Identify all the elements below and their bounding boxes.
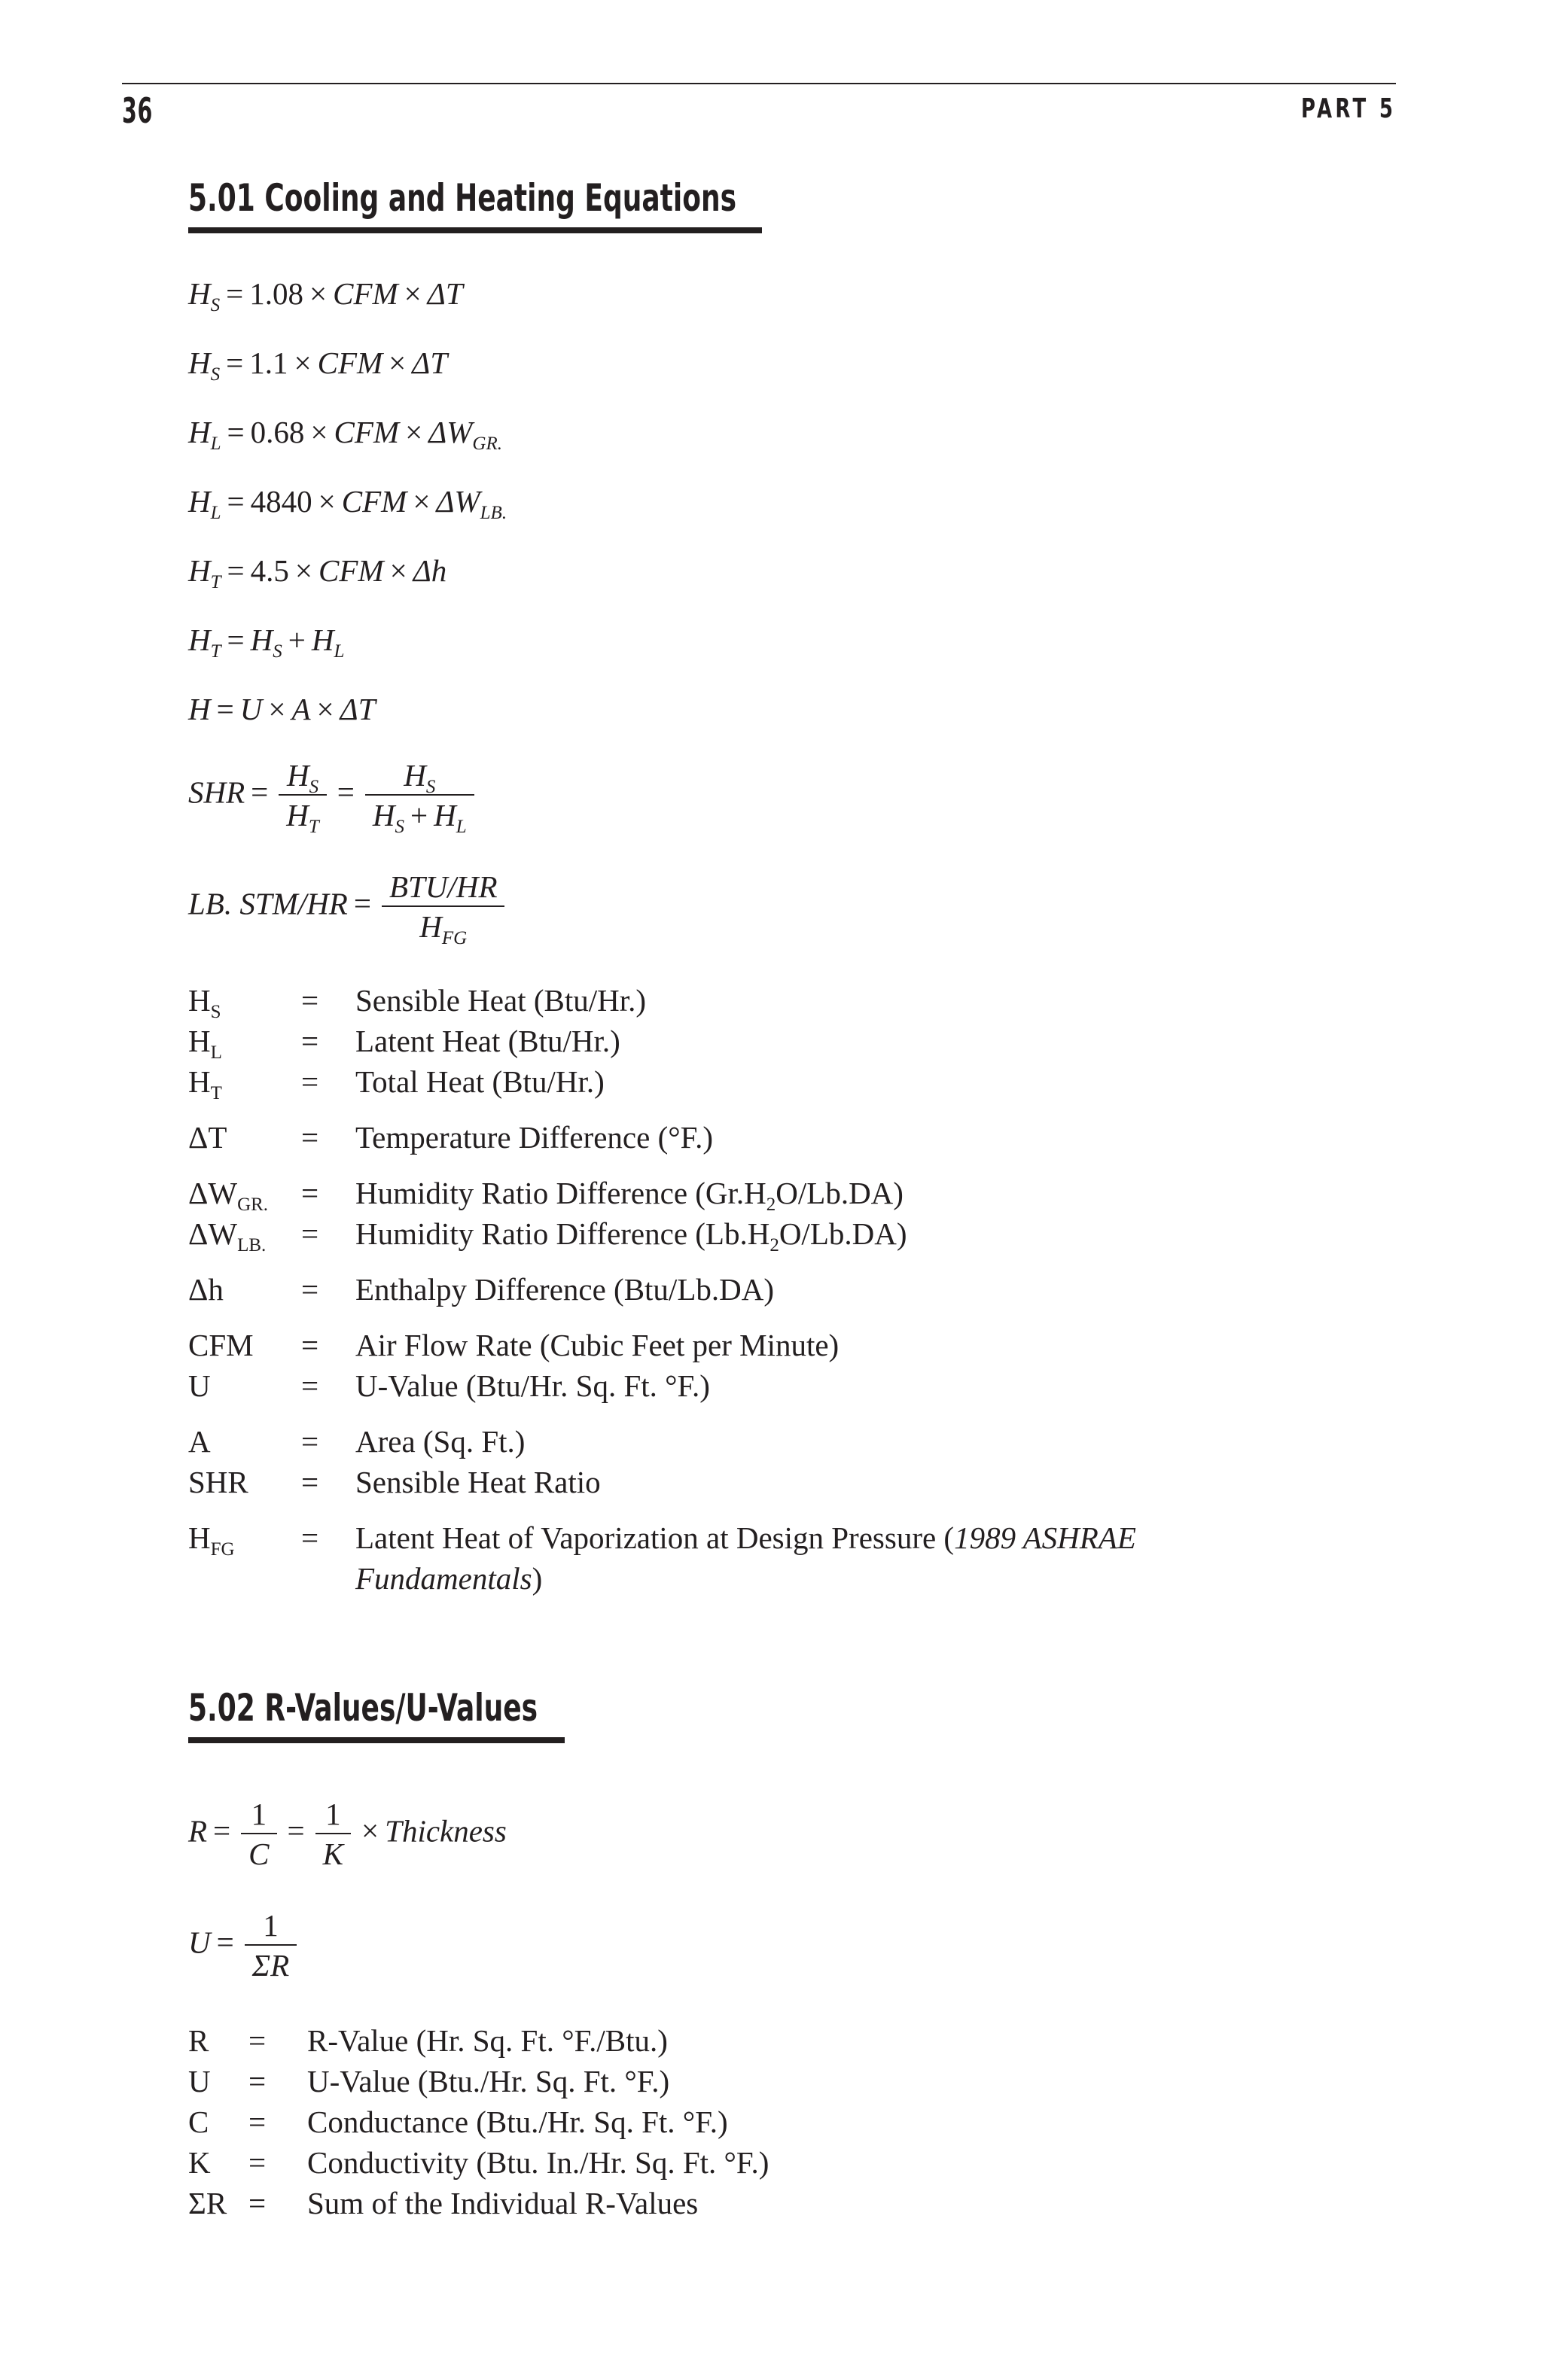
equation-sensible-heat-1: $H_S = 1.08$ × CFM × ΔT	[188, 276, 463, 315]
definition-row: $H_T$ = Total Heat (Btu/Hr.)	[188, 1064, 605, 1103]
section-heading-underline	[188, 1737, 565, 1743]
definition-row: ΔT = Temperature Difference (°F.)	[188, 1120, 714, 1155]
section-heading-r-u-values: 5.02 R-Values/U-Values	[188, 1686, 538, 1730]
equation-sensible-heat-ratio: SHR = $\frac{H_S}{H_T}$ = $\frac{H_S}{H_S + H_L}$	[188, 760, 479, 831]
equation-latent-heat-1: $H_L = 0.68$ × CFM × $\Delta W_{GR.}$	[188, 415, 502, 454]
definition-row: U = U-Value (Btu./Hr. Sq. Ft. °F.)	[188, 2064, 670, 2098]
equation-total-heat-1: $H_T = 4.5$ × CFM × Δh	[188, 553, 447, 592]
definition-row: $\Delta W_{LB.}$ = Humidity Ratio Difference $(Lb.H_2O/Lb.DA)$	[188, 1216, 907, 1255]
definition-row: CFM = Air Flow Rate (Cubic Feet per Minute)	[188, 1328, 840, 1362]
page-number: 36	[122, 90, 153, 131]
definition-row: K = Conductivity (Btu. In./Hr. Sq. Ft. °F.)	[188, 2145, 769, 2180]
equation-sensible-heat-2: $H_S = 1.1$ × CFM × ΔT	[188, 345, 448, 385]
definition-row: $H_{FG}$ = Latent Heat of Vaporization at Design Pressure (1989 ASHRAE Fundamentals)	[188, 1520, 1136, 1596]
equation-heat-transfer: H = U × A × ΔT	[188, 692, 376, 726]
definition-row: $H_S$ = Sensible Heat (Btu/Hr.)	[188, 983, 647, 1022]
equation-steam-rate: LB. STM/HR = $\frac{\text{BTU/HR}}{H_{FG}}$	[188, 872, 509, 942]
equation-r-value: R = $\frac{1}{C}$ = $\frac{1}{K}$ × Thickness	[188, 1797, 507, 1871]
definition-row: ΣR = Sum of the Individual R-Values	[188, 2186, 699, 2220]
definition-row: R = R-Value (Hr. Sq. Ft. °F./Btu.)	[188, 2023, 668, 2058]
header-rule	[122, 83, 1396, 84]
definition-row: Δh = Enthalpy Difference (Btu/Lb.DA)	[188, 1272, 774, 1307]
definition-row: U = U-Value (Btu/Hr. Sq. Ft. °F.)	[188, 1368, 710, 1403]
definitions-list-section1	[188, 980, 1259, 1599]
definition-row: SHR = Sensible Heat Ratio	[188, 1465, 601, 1499]
part-label: PART 5	[1300, 93, 1396, 124]
section-heading-cooling-heating: 5.01 Cooling and Heating Equations	[188, 176, 737, 220]
definition-row: C = Conductance (Btu./Hr. Sq. Ft. °F.)	[188, 2105, 728, 2139]
definitions-list-section2	[188, 2020, 1211, 2223]
section-heading-underline	[188, 227, 762, 233]
definition-row: $\Delta W_{GR.}$ = Humidity Ratio Difference $(Gr.H_2O/Lb.DA)$	[188, 1176, 904, 1215]
definition-row: $H_L$ = Latent Heat (Btu/Hr.)	[188, 1024, 620, 1063]
equation-total-heat-2: $H_T = H_S + H_L$	[188, 622, 345, 662]
definition-row: A = Area (Sq. Ft.)	[188, 1424, 526, 1459]
equation-u-value: U = $\frac{1}{\Sigma R}$	[188, 1910, 301, 1981]
equation-latent-heat-2: $H_L = 4840$ × CFM × $\Delta W_{LB.}$	[188, 484, 507, 523]
